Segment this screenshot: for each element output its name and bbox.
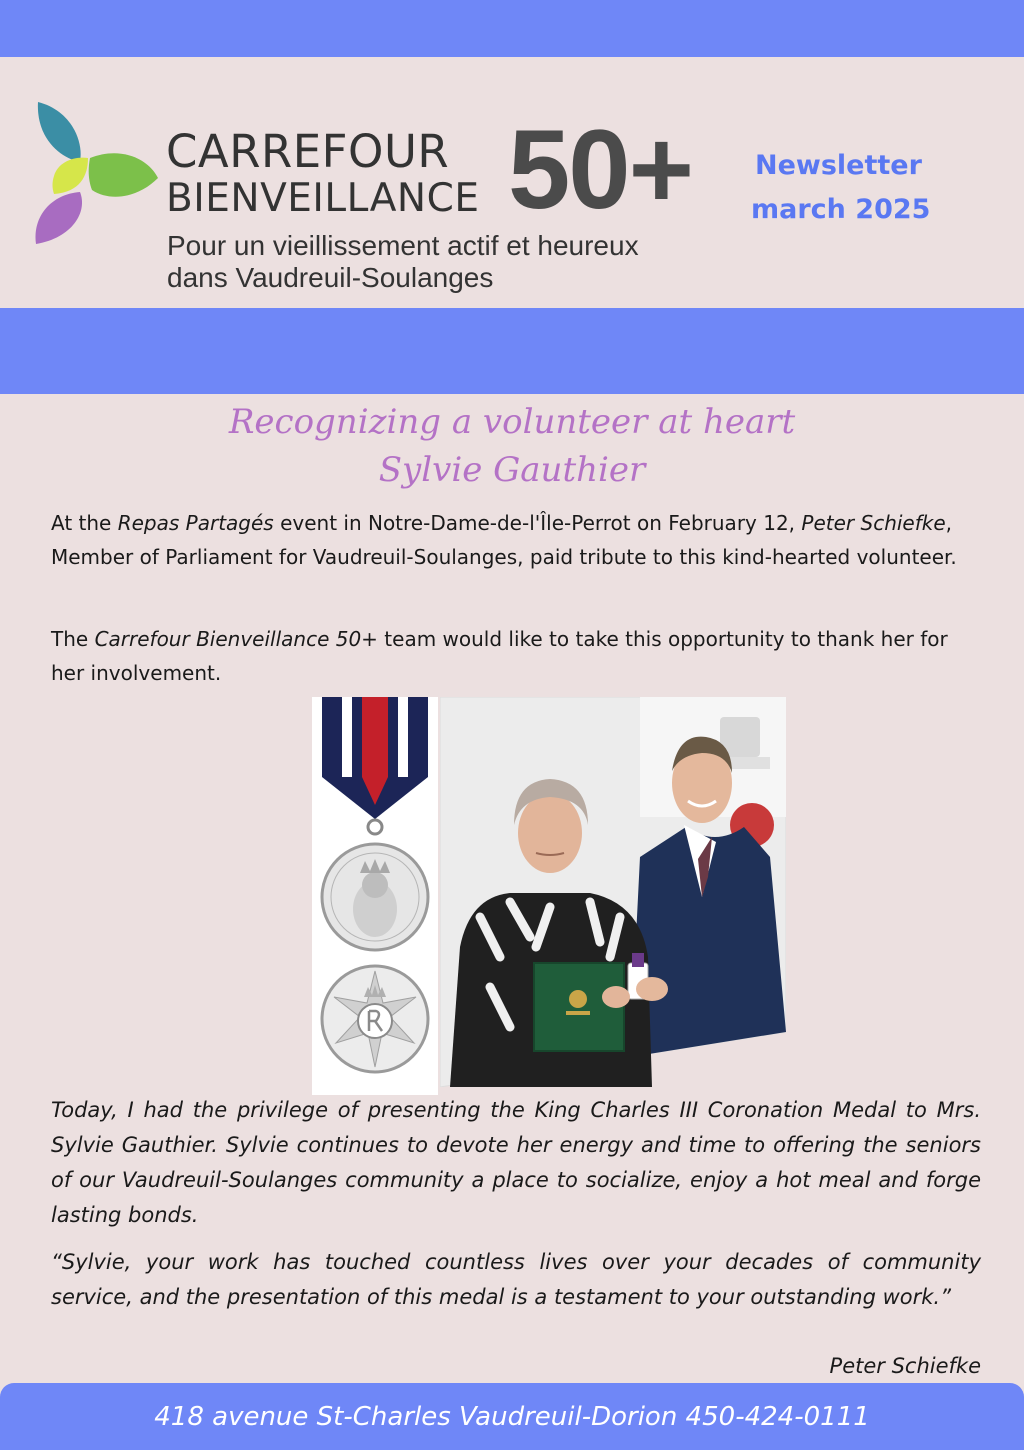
footer-bar [0, 1383, 1024, 1450]
top-accent-band [0, 0, 1024, 57]
article-headline [0, 398, 1024, 494]
logo-petal-lime [53, 158, 89, 194]
thanks-text-1: The [51, 627, 95, 651]
brand-tagline: Pour un vieillissement actif et heureux dans Vaudreuil-Soulanges [167, 230, 639, 293]
logo-petal-teal [38, 102, 81, 162]
brand-name-line2: BIENVEILLANCE [166, 176, 480, 221]
intro-text-2: event in Notre-Dame-de-l'Île-Perrot on February 12, [273, 511, 802, 535]
coronation-medal-icon [312, 697, 438, 1095]
intro-text-1: At the [51, 511, 118, 535]
footer-address: 418 avenue St-Charles Vaudreuil-Dorion 450-424-0111 [154, 1402, 870, 1432]
thanks-paragraph [51, 622, 981, 690]
intro-paragraph [51, 506, 981, 574]
newsletter-label: Newsletter [755, 150, 922, 181]
award-presentation-photo [440, 697, 786, 1087]
logo-petals-icon [30, 100, 165, 250]
logo-petal-green [89, 153, 158, 197]
brand-number: 50+ [508, 107, 692, 232]
quote-author: Peter Schiefke [829, 1354, 981, 1378]
quote-paragraph-2: “Sylvie, your work has touched countless lives over your decades of community service, and the presentation of this medal is a testament to your outstanding work.” [51, 1250, 981, 1309]
logo-petal-purple [35, 192, 82, 244]
thanks-text-2: team would like to take this opportunity to thank her for her involvement. [51, 627, 948, 685]
headline-line1: Recognizing a volunteer at heart [228, 402, 796, 442]
event-name: Repas Partagés [117, 511, 274, 535]
organization-name: Carrefour Bienveillance 50+ [94, 627, 378, 651]
quote-paragraph-1: Today, I had the privilege of presenting the King Charles III Coronation Medal to Mrs. Sylvie Gauthier. Sylvie continues to devote her energy and time to offering the seniors of our Vaudreuil-Soulanges community a place to socialize, enjoy a hot meal and forge lasting bonds. [51, 1098, 981, 1227]
intro-text-3: , Member of Parliament for Vaudreuil-Soulanges, paid tribute to this kind-hearted volunteer. [51, 511, 957, 569]
newsletter-date: march 2025 [751, 194, 931, 225]
headline-line2: Sylvie Gauthier [378, 450, 646, 490]
brand-name-line1: CARREFOUR [166, 125, 450, 178]
middle-accent-band [0, 308, 1024, 394]
mp-name: Peter Schiefke [801, 511, 946, 535]
